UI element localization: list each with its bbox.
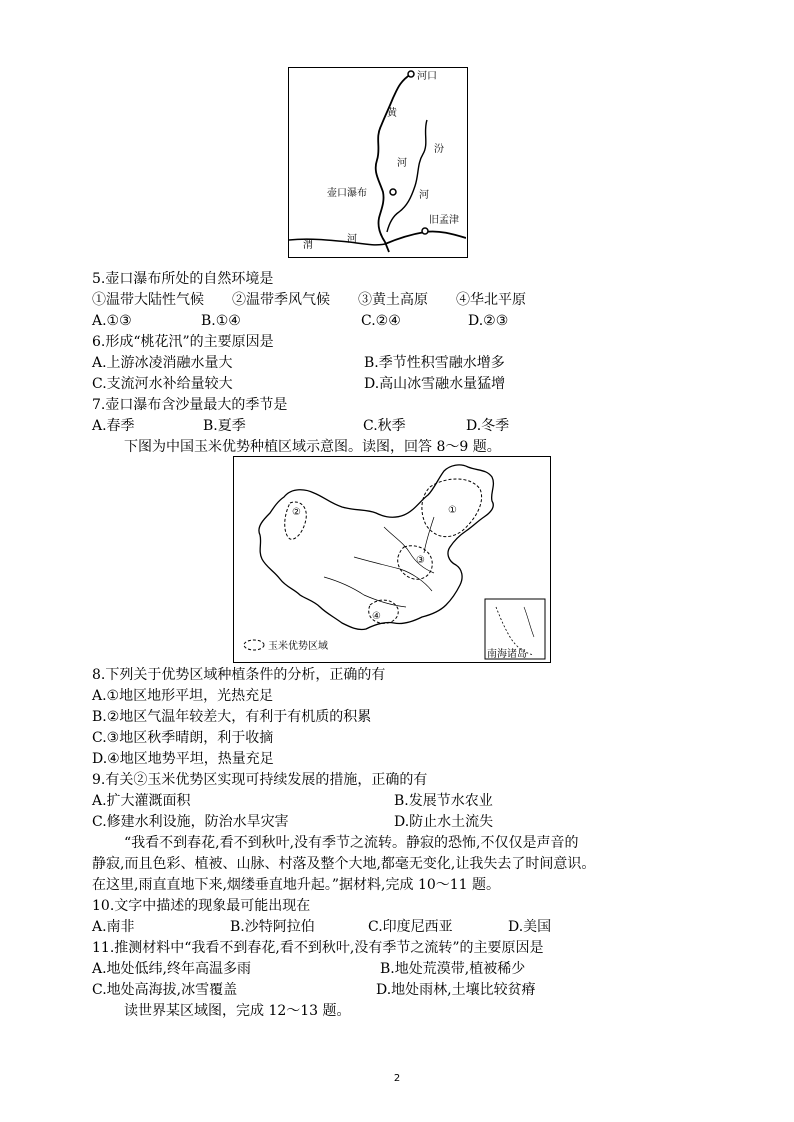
q7-option-b: B.夏季 xyxy=(203,418,246,434)
q7-option-c: C.秋季 xyxy=(363,418,406,434)
hekou-point xyxy=(408,71,414,77)
nanhai-label: 南海诸岛 xyxy=(487,649,527,660)
map-mark-2: ② xyxy=(292,507,301,518)
q10-stem: 10.文字中描述的现象最可能出现在 xyxy=(92,898,311,914)
q8-option-c: C.③地区秋季晴朗，利于收摘 xyxy=(92,730,274,746)
q8-option-a: A.①地区地形平坦，光热充足 xyxy=(92,688,274,704)
label-he1: 河 xyxy=(397,158,407,169)
q6-option-a: A.上游冰凌消融水量大 xyxy=(92,355,233,371)
label-he2: 河 xyxy=(419,190,429,201)
q5-options-line: ①温带大陆性气候 ②温带季风气候 ③黄土高原 ④华北平原 xyxy=(92,292,526,308)
q8-option-b: B.②地区气温年较差大，有利于有机质的积累 xyxy=(92,709,372,725)
q7-option-d: D.冬季 xyxy=(466,418,510,434)
intro-8-9: 下图为中国玉米优势种植区域示意图。读图，回答 8～9 题。 xyxy=(124,439,501,455)
label-hukou: 壶口瀑布 xyxy=(327,188,367,199)
label-hekou: 河口 xyxy=(417,71,437,82)
q5-option-d: D.②③ xyxy=(468,313,509,329)
q10-option-d: D.美国 xyxy=(508,919,552,935)
hukou-map xyxy=(288,67,468,258)
q9-option-d: D.防止水土流失 xyxy=(394,814,494,830)
label-jiumengjin: 旧孟津 xyxy=(429,215,459,226)
map-mark-1: ① xyxy=(448,505,457,516)
page-number: 2 xyxy=(393,1073,401,1084)
q10-option-b: B.沙特阿拉伯 xyxy=(230,919,315,935)
q8-stem: 8.下列关于优势区域种植条件的分析，正确的有 xyxy=(92,667,386,683)
q7-stem: 7.壶口瀑布含沙量最大的季节是 xyxy=(92,397,288,413)
q6-option-d: D.高山冰雪融水量猛增 xyxy=(364,376,506,392)
q11-option-a: A.地处低纬,终年高温多雨 xyxy=(92,961,252,977)
passage-line-2: 静寂,而且色彩、植被、山脉、村落及整个大地,都毫无变化,让我失去了时间意识。 xyxy=(92,856,596,872)
q11-option-c: C.地处高海拔,冰雪覆盖 xyxy=(92,982,238,998)
q9-option-c: C.修建水利设施，防治水旱灾害 xyxy=(92,814,289,830)
label-wei: 渭 xyxy=(303,240,313,251)
hukou-point xyxy=(390,189,396,195)
china-map-drawing xyxy=(234,457,549,661)
q10-option-c: C.印度尼西亚 xyxy=(368,919,453,935)
label-he3: 河 xyxy=(347,234,357,245)
q7-option-a: A.春季 xyxy=(92,418,135,434)
passage-line-3: 在这里,雨直直地下来,烟缕垂直地升起。”据材料,完成 10～11 题。 xyxy=(92,877,501,893)
legend-label: 玉米优势区域 xyxy=(268,641,328,652)
q11-stem: 11.推测材料中“我看不到春花,看不到秋叶,没有季节之流转”的主要原因是 xyxy=(92,940,544,956)
q6-option-b: B.季节性积雪融水增多 xyxy=(364,355,505,371)
map-mark-4: ④ xyxy=(372,611,381,622)
q6-stem: 6.形成“桃花汛”的主要原因是 xyxy=(92,334,274,350)
q8-option-d: D.④地区地势平坦，热量充足 xyxy=(92,751,274,767)
label-huang: 黄 xyxy=(387,108,397,119)
q9-option-b: B.发展节水农业 xyxy=(394,793,493,809)
q9-stem: 9.有关②玉米优势区实现可持续发展的措施，正确的有 xyxy=(92,772,428,788)
q6-option-c: C.支流河水补给量较大 xyxy=(92,376,233,392)
map-mark-3: ③ xyxy=(416,555,425,566)
hukou-map-drawing xyxy=(289,68,466,256)
q10-option-a: A.南非 xyxy=(92,919,135,935)
q11-option-d: D.地处雨林,土壤比较贫瘠 xyxy=(376,982,536,998)
label-fen: 汾 xyxy=(434,144,444,155)
q9-option-a: A.扩大灌溉面积 xyxy=(92,793,191,809)
intro-12-13: 读世界某区域图，完成 12～13 题。 xyxy=(124,1003,351,1019)
q5-option-a: A.①③ xyxy=(92,313,132,329)
jiumengjin-point xyxy=(422,228,428,234)
q11-option-b: B.地处荒漠带,植被稀少 xyxy=(380,961,526,977)
q5-stem: 5.壶口瀑布所处的自然环境是 xyxy=(92,271,274,287)
china-corn-map xyxy=(233,456,551,663)
q5-option-c: C.②④ xyxy=(361,313,401,329)
legend-dashed-icon xyxy=(244,640,264,650)
passage-line-1: “我看不到春花,看不到秋叶,没有季节之流转。静寂的恐怖,不仅仅是声音的 xyxy=(124,835,579,851)
q5-option-b: B.①④ xyxy=(201,313,241,329)
